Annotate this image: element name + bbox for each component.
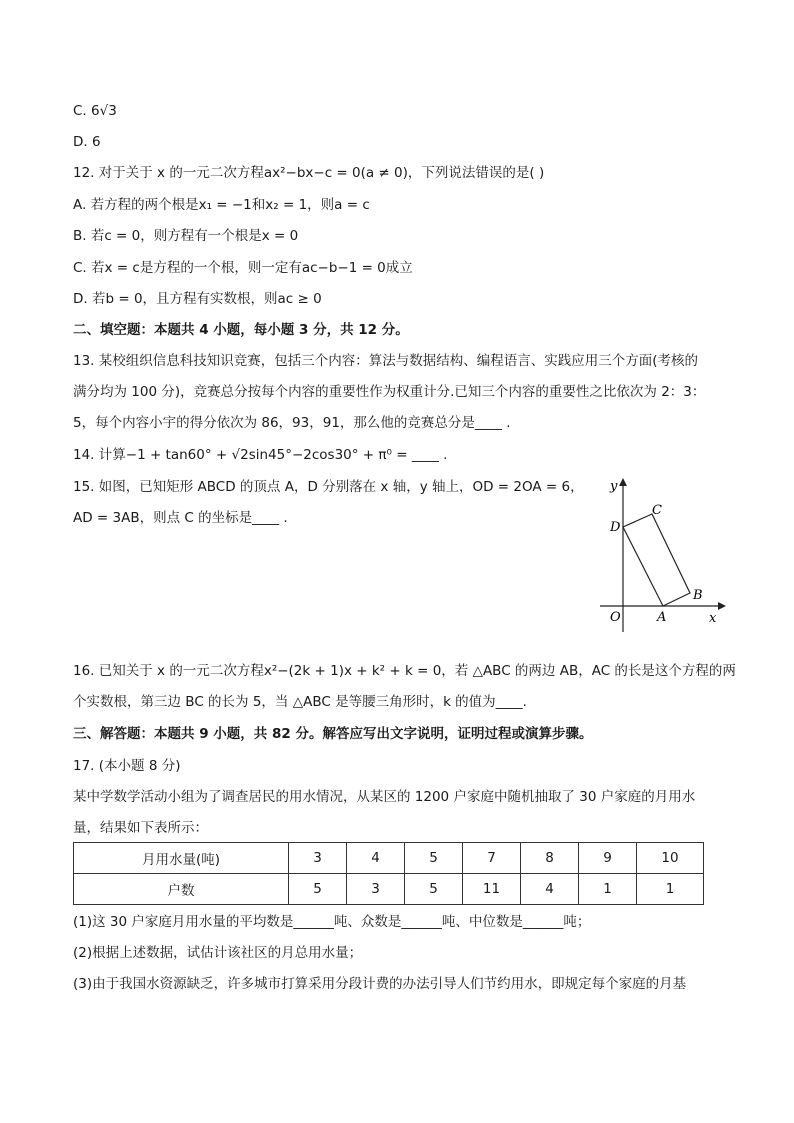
text-line: 16. 已知关于 x 的一元二次方程x²−(2k + 1)x + k² + k = 0，若 △ABC 的两边 AB，AC 的长是这个方程的两 bbox=[73, 663, 736, 679]
table-cell: 5 bbox=[289, 874, 347, 905]
row-header-usage: 月用水量(吨) bbox=[74, 843, 289, 874]
text-line: 个实数根，第三边 BC 的长为 5，当 △ABC 是等腰三角形时，k 的值为____. bbox=[73, 694, 527, 710]
table-row bbox=[74, 843, 704, 874]
water-usage-table bbox=[73, 842, 704, 905]
table-cell: 8 bbox=[521, 843, 579, 874]
table-cell: 5 bbox=[405, 874, 463, 905]
rectangle-figure bbox=[590, 472, 730, 632]
x-axis-arrow bbox=[718, 602, 726, 610]
y-axis-arrow bbox=[619, 478, 627, 486]
text-line: C. 若x = c是方程的一个根，则一定有ac−b−1 = 0成立 bbox=[73, 260, 413, 276]
point-o-label: O bbox=[610, 610, 621, 625]
row-header-households: 户数 bbox=[74, 874, 289, 905]
text-line: (2)根据上述数据，试估计该社区的月总用水量； bbox=[73, 945, 363, 961]
table-cell: 4 bbox=[347, 843, 405, 874]
text-line: 量，结果如下表所示： bbox=[73, 820, 208, 836]
section-heading: 三、解答题：本题共 9 小题，共 82 分。解答应写出文字说明，证明过程或演算步骤。 bbox=[73, 726, 593, 742]
point-d-label: D bbox=[610, 520, 621, 535]
table-cell: 1 bbox=[637, 874, 704, 905]
text-line: 17. (本小题 8 分) bbox=[73, 758, 181, 774]
text-line: C. 6√3 bbox=[73, 103, 117, 119]
table-cell: 10 bbox=[637, 843, 704, 874]
point-b-label: B bbox=[693, 588, 703, 603]
text-line: (1)这 30 户家庭月用水量的平均数是______吨、众数是______吨、中位数是______吨； bbox=[73, 914, 591, 930]
text-line: A. 若方程的两个根是x₁ = −1和x₂ = 1，则a = c bbox=[73, 197, 370, 213]
text-line: D. 若b = 0，且方程有实数根，则ac ≥ 0 bbox=[73, 291, 322, 307]
point-a-label: A bbox=[657, 610, 667, 625]
text-line: (3)由于我国水资源缺乏，许多城市打算采用分段计费的办法引导人们节约用水，即规定每个家庭的月基 bbox=[73, 976, 687, 992]
text-line: 14. 计算−1 + tan60° + √2sin45°−2cos30° + π⁰ = ____ . bbox=[73, 447, 448, 463]
table-cell: 7 bbox=[463, 843, 521, 874]
table-cell: 4 bbox=[521, 874, 579, 905]
point-c-label: C bbox=[652, 503, 662, 518]
text-line: 15. 如图，已知矩形 ABCD 的顶点 A，D 分别落在 x 轴，y 轴上，OD = 2OA = 6， bbox=[73, 479, 584, 495]
text-line: 满分均为 100 分)，竞赛总分按每个内容的重要性作为权重计分.已知三个内容的重要性之比依次为 2：3： bbox=[73, 384, 706, 400]
text-line: AD = 3AB，则点 C 的坐标是____ . bbox=[73, 510, 288, 526]
section-heading: 二、填空题：本题共 4 小题，每小题 3 分，共 12 分。 bbox=[73, 322, 409, 338]
text-line: B. 若c = 0，则方程有一个根是x = 0 bbox=[73, 228, 299, 244]
text-line: 某中学数学活动小组为了调查居民的用水情况，从某区的 1200 户家庭中随机抽取了 30 户家庭的月用水 bbox=[73, 789, 696, 805]
rectangle-abcd bbox=[623, 514, 690, 606]
x-axis-label: x bbox=[709, 611, 717, 626]
table-cell: 1 bbox=[579, 874, 637, 905]
table-row bbox=[74, 874, 704, 905]
table-cell: 3 bbox=[347, 874, 405, 905]
table-cell: 3 bbox=[289, 843, 347, 874]
text-line: 5，每个内容小宇的得分依次为 86，93，91，那么他的竞赛总分是____ . bbox=[73, 415, 511, 431]
table-cell: 11 bbox=[463, 874, 521, 905]
table-cell: 9 bbox=[579, 843, 637, 874]
text-line: 12. 对于关于 x 的一元二次方程ax²−bx−c = 0(a ≠ 0)，下列说法错误的是( ) bbox=[73, 165, 545, 181]
y-axis-label: y bbox=[610, 479, 618, 494]
text-line: D. 6 bbox=[73, 134, 101, 150]
table-cell: 5 bbox=[405, 843, 463, 874]
text-line: 13. 某校组织信息科技知识竞赛，包括三个内容：算法与数据结构、编程语言、实践应用三个方面(考核的 bbox=[73, 353, 699, 369]
